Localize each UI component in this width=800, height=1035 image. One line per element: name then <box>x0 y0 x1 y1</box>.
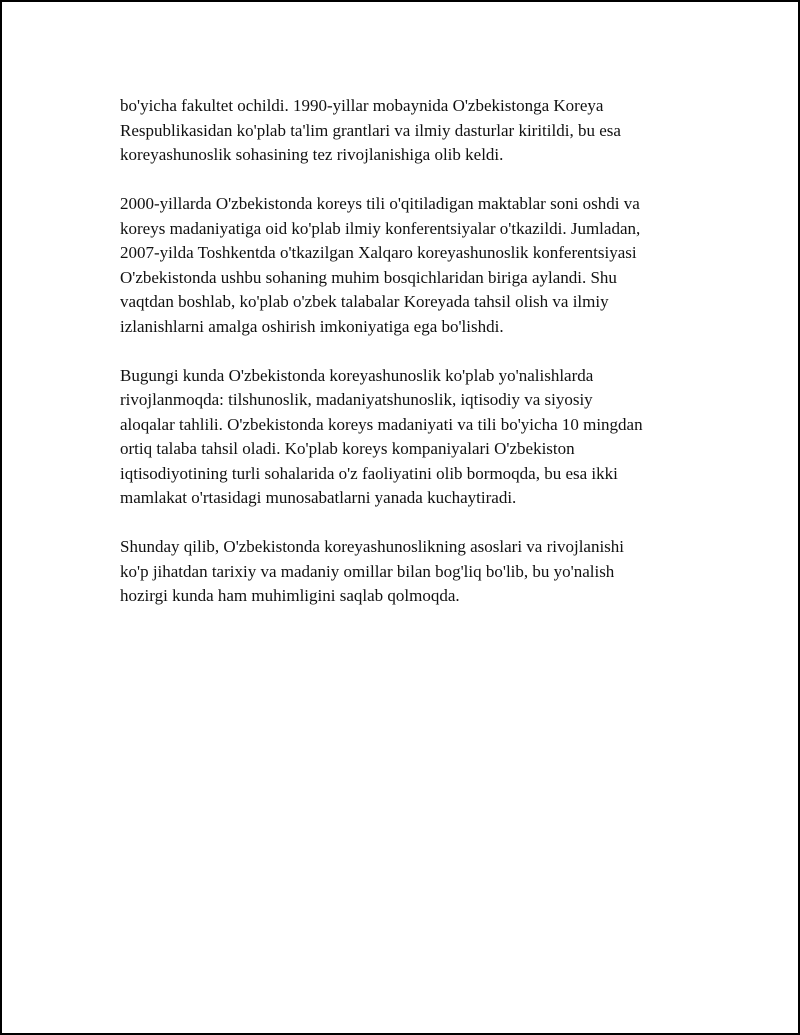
text-line: rivojlanmoqda: tilshunoslik, madaniyatshunoslik, iqtisodiy va siyosiy <box>120 390 593 409</box>
text-line: 2007-yilda Toshkentda o'tkazilgan Xalqaro koreyashunoslik konferentsiyasi <box>120 243 637 262</box>
text-line: vaqtdan boshlab, ko'plab o'zbek talabalar Koreyada tahsil olish va ilmiy <box>120 292 609 311</box>
text-line: ko'p jihatdan tarixiy va madaniy omillar bilan bog'liq bo'lib, bu yo'nalish <box>120 561 615 581</box>
text-line: hozirgi kunda ham muhimligini saqlab qolmoqda. <box>120 586 460 605</box>
paragraph-1 <box>120 94 690 168</box>
text-line: Bugungi kunda O'zbekistonda koreyashunoslik ko'plab yo'nalishlarda <box>120 365 594 385</box>
text-line: iqtisodiyotining turli sohalarida o'z faoliyatini olib bormoqda, bu esa ikki <box>120 463 618 483</box>
text-line: O'zbekistonda ushbu sohaning muhim bosqichlaridan biriga aylandi. Shu <box>120 267 617 287</box>
text-line: 2000-yillarda O'zbekistonda koreys tili o'qitiladigan maktablar soni oshdi va <box>120 194 640 213</box>
text-line: bo'yicha fakultet ochildi. 1990-yillar mobaynida O'zbekistonga Koreya <box>120 96 604 115</box>
text-line: Shunday qilib, O'zbekistonda koreyashunoslikning asoslari va rivojlanishi <box>120 537 625 556</box>
paragraph-2 <box>120 192 690 339</box>
text-line: Respublikasidan ko'plab ta'lim grantlari va ilmiy dasturlar kiritildi, bu esa <box>120 120 621 140</box>
document-body <box>120 94 690 633</box>
text-line: ortiq talaba tahsil oladi. Ko'plab koreys kompaniyalari O'zbekiston <box>120 439 575 458</box>
text-line: mamlakat o'rtasidagi munosabatlarni yanada kuchaytiradi. <box>120 488 517 507</box>
text-line: koreys madaniyatiga oid ko'plab ilmiy konferentsiyalar o'tkazildi. Jumladan, <box>120 218 641 238</box>
paragraph-3 <box>120 364 690 511</box>
text-line: koreyashunoslik sohasining tez rivojlanishiga olib keldi. <box>120 145 504 164</box>
text-line: aloqalar tahlili. O'zbekistonda koreys madaniyati va tili bo'yicha 10 mingdan <box>120 414 643 434</box>
paragraph-4 <box>120 535 690 609</box>
text-line: izlanishlarni amalga oshirish imkoniyatiga ega bo'lishdi. <box>120 316 504 336</box>
